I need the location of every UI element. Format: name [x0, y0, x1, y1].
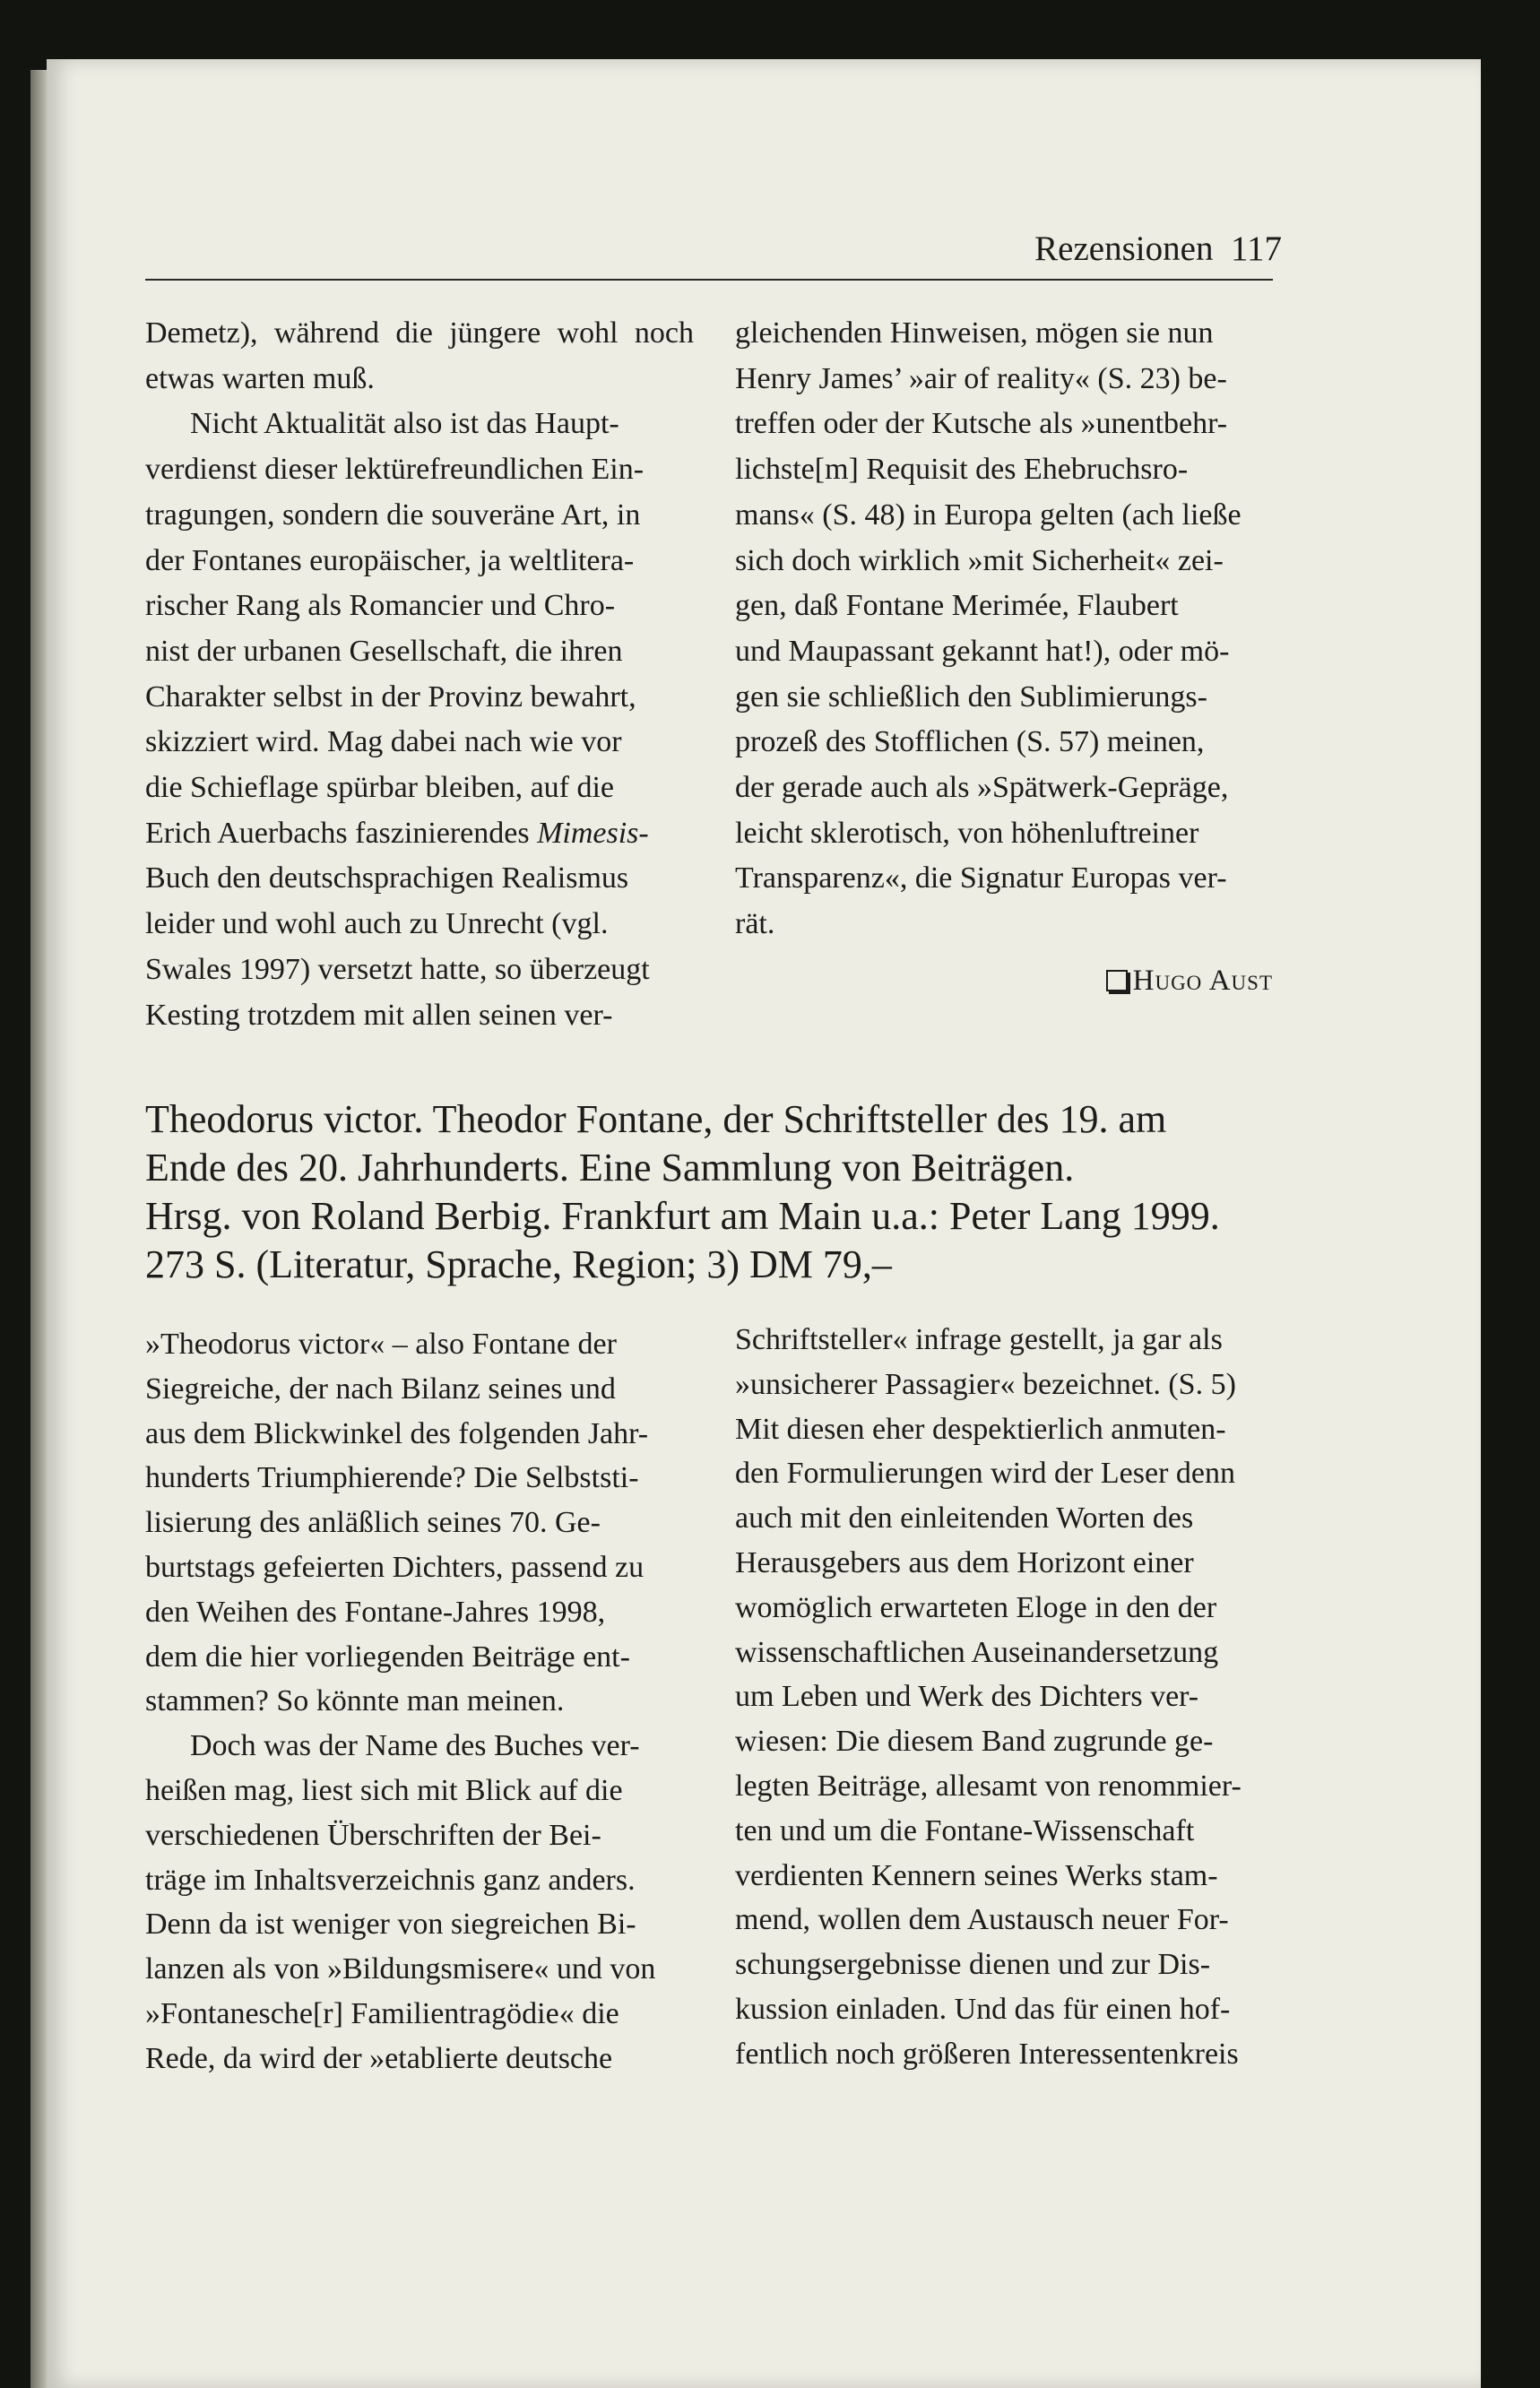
text-line: Denn da ist weniger von siegreichen Bi-: [145, 1908, 636, 1942]
text-line: burtstags gefeierten Dichters, passend zu: [145, 1550, 645, 1584]
review1-right-column: [735, 311, 1284, 947]
text-line: leicht sklerotisch, von höhenluftreiner: [735, 816, 1199, 850]
heading-line: Ende des 20. Jahrhunderts. Eine Sammlung von Beiträgen.: [145, 1146, 1075, 1190]
text-line: schungsergebnisse dienen und zur Dis-: [735, 1948, 1211, 1982]
checkbox-glyph-icon: [1106, 970, 1128, 991]
heading-line: Hrsg. von Roland Berbig. Frankfurt am Main u.a.: Peter Lang 1999.: [145, 1194, 1220, 1238]
text-line: rischer Rang als Romancier und Chro-: [145, 589, 616, 623]
text-line: hunderts Triumphierende? Die Selbststi-: [145, 1461, 639, 1495]
text-line: Nicht Aktualität also ist das Haupt-: [190, 407, 619, 441]
text-line: verdienten Kennern seines Werks stam-: [735, 1858, 1218, 1892]
text-line: Demetz), während die jüngere wohl noch: [145, 316, 694, 350]
text-line: den Formulierungen wird der Leser denn: [735, 1457, 1235, 1491]
text-line: und Maupassant gekannt hat!), oder mö-: [735, 634, 1230, 668]
text-line: Buch den deutschsprachigen Realismus: [145, 861, 629, 896]
text-line: Swales 1997) versetzt hatte, so überzeugt: [145, 952, 650, 986]
text-line: kussion einladen. Und das für einen hof-: [735, 1992, 1231, 2026]
book-title: Mimesis-: [537, 816, 649, 850]
text-line: verdienst dieser lektürefreundlichen Ein-: [145, 453, 645, 487]
review2-left-column: [145, 1322, 694, 2081]
review2-right-column: [735, 1318, 1284, 2077]
paragraph: [145, 1724, 694, 2081]
text-line: lisierung des anläßlich seines 70. Ge-: [145, 1506, 601, 1540]
paragraph: [145, 1322, 694, 1724]
text-line: gleichenden Hinweisen, mögen sie nun: [735, 316, 1214, 350]
text-line: fentlich noch größeren Interessentenkreis: [735, 2037, 1239, 2071]
text-line: Mit diesen eher despektierlich anmuten-: [735, 1412, 1226, 1446]
text-line: der gerade auch als »Spätwerk-Gepräge,: [735, 771, 1229, 805]
text-line: Kesting trotzdem mit allen seinen ver-: [145, 998, 613, 1032]
text-line: heißen mag, liest sich mit Blick auf die: [145, 1773, 623, 1807]
paragraph: [735, 1318, 1284, 2077]
text-line: die Schieflage spürbar bleiben, auf die: [145, 771, 615, 805]
text-line: womöglich erwarteten Eloge in den der: [735, 1590, 1217, 1624]
review2-bibliographic-heading: [145, 1095, 1275, 1289]
text-line: Henry James’ »air of reality« (S. 23) be-: [735, 361, 1227, 395]
text-line: mend, wollen dem Austausch neuer For-: [735, 1903, 1229, 1937]
text-line: etwas warten muß.: [145, 361, 375, 395]
paragraph: [735, 311, 1284, 947]
text-line: dem die hier vorliegenden Beiträge ent-: [145, 1640, 630, 1674]
text-line: Erich Auerbachs faszinierendes: [145, 816, 538, 850]
running-head: [986, 229, 1282, 269]
text-line: lichste[m] Requisit des Ehebruchsro-: [735, 453, 1189, 487]
text-line: lanzen als von »Bildungsmisere« und von: [145, 1952, 656, 1986]
text-line: »Theodorus victor« – also Fontane der: [145, 1328, 617, 1361]
text-line: prozeß des Stofflichen (S. 57) meinen,: [735, 725, 1205, 759]
text-line: stammen? So könnte man meinen.: [145, 1684, 565, 1718]
text-line: treffen oder der Kutsche als »unentbehr-: [735, 407, 1228, 441]
text-line: der Fontanes europäischer, ja weltlitera-: [145, 543, 635, 577]
text-line: auch mit den einleitenden Worten des: [735, 1501, 1194, 1536]
text-line: »unsicherer Passagier« bezeichnet. (S. 5): [735, 1367, 1236, 1401]
text-line: wissenschaftlichen Auseinandersetzung: [735, 1635, 1219, 1669]
text-line: wiesen: Die diesem Band zugrunde ge-: [735, 1725, 1214, 1759]
text-line: gen sie schließlich den Sublimierungs-: [735, 679, 1207, 714]
text-line: Charakter selbst in der Provinz bewahrt,: [145, 679, 636, 714]
text-line: mans« (S. 48) in Europa gelten (ach ließe: [735, 497, 1242, 532]
text-line: ten und um die Fontane-Wissenschaft: [735, 1813, 1195, 1847]
text-line: um Leben und Werk des Dichters ver-: [735, 1680, 1199, 1714]
text-line: Doch was der Name des Buches ver-: [190, 1729, 640, 1763]
text-line: leider und wohl auch zu Unrecht (vgl.: [145, 907, 609, 941]
text-line: träge im Inhaltsverzeichnis ganz anders.: [145, 1863, 636, 1897]
heading-line: Theodorus victor. Theodor Fontane, der Schriftsteller des 19. am: [145, 1097, 1167, 1141]
text-line: sich doch wirklich »mit Sicherheit« zei-: [735, 543, 1224, 577]
text-line: tragungen, sondern die souveräne Art, in: [145, 497, 641, 532]
reviewer-signature: [950, 965, 1273, 998]
running-title: Rezensionen: [1034, 229, 1214, 268]
text-line: gen, daß Fontane Merimée, Flaubert: [735, 589, 1179, 623]
heading-line: 273 S. (Literatur, Sprache, Region; 3) DM 79,–: [145, 1242, 892, 1286]
text-line: den Weihen des Fontane-Jahres 1998,: [145, 1595, 606, 1629]
text-line: legten Beiträge, allesamt von renommier-: [735, 1769, 1242, 1803]
text-line: skizziert wird. Mag dabei nach wie vor: [145, 725, 622, 759]
text-line: Siegreiche, der nach Bilanz seines und: [145, 1371, 616, 1406]
text-line: Schriftsteller« infrage gestellt, ja gar als: [735, 1323, 1223, 1356]
text-line: verschiedenen Überschriften der Bei-: [145, 1818, 601, 1852]
reviewer-name: Hugo Aust: [1132, 965, 1273, 997]
text-line: »Fontanesche[r] Familientragödie« die: [145, 1996, 619, 2030]
page-number: 117: [1230, 229, 1282, 268]
paragraph: [145, 311, 694, 402]
text-line: rät.: [735, 907, 775, 941]
text-line: Transparenz«, die Signatur Europas ver-: [735, 861, 1227, 896]
paragraph: [145, 402, 694, 1038]
text-line: nist der urbanen Gesellschaft, die ihren: [145, 634, 623, 668]
text-line: Rede, da wird der »etablierte deutsche: [145, 2041, 613, 2075]
review1-left-column: [145, 311, 694, 1038]
text-line: Herausgebers aus dem Horizont einer: [735, 1545, 1194, 1579]
header-rule: [145, 279, 1273, 281]
text-line: aus dem Blickwinkel des folgenden Jahr-: [145, 1416, 649, 1450]
